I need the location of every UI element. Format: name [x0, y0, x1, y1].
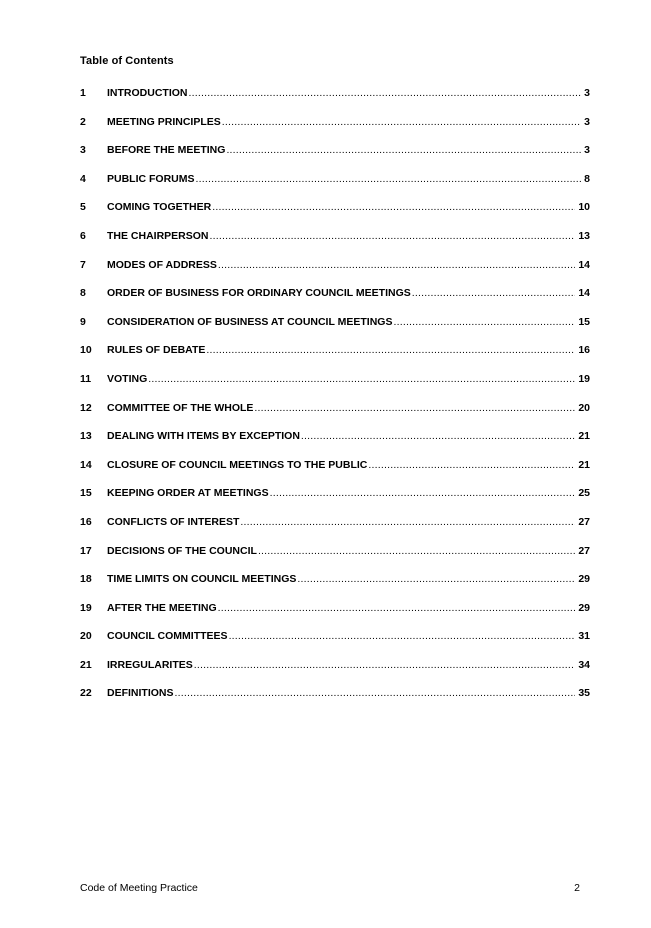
toc-entry[interactable]: [80, 515, 590, 544]
toc-dot-leader: [258, 544, 575, 558]
toc-entry-page[interactable]: 20: [578, 401, 590, 414]
toc-entry-number: 3: [80, 144, 86, 157]
toc-dot-leader: [218, 258, 575, 272]
toc-entry-label[interactable]: MODES OF ADDRESS: [107, 258, 217, 271]
toc-entry-page[interactable]: 15: [578, 315, 590, 328]
toc-entry-page[interactable]: 13: [578, 229, 590, 242]
toc-entry[interactable]: [80, 86, 590, 115]
toc-entry-page[interactable]: 29: [578, 601, 590, 614]
toc-entry-number: 16: [80, 515, 92, 528]
toc-entry-label[interactable]: MEETING PRINCIPLES: [107, 115, 221, 128]
toc-dot-leader: [393, 315, 575, 329]
toc-entry-label[interactable]: ORDER OF BUSINESS FOR ORDINARY COUNCIL MEETINGS: [107, 287, 411, 300]
toc-entry-number: 2: [80, 115, 86, 128]
toc-entry-page[interactable]: 35: [578, 687, 590, 700]
toc-entry-page[interactable]: 19: [578, 372, 590, 385]
toc-entry-page[interactable]: 31: [578, 630, 590, 643]
toc-entry[interactable]: [80, 343, 590, 372]
toc-entry[interactable]: [80, 286, 590, 315]
toc-entry-label[interactable]: COUNCIL COMMITTEES: [107, 630, 228, 643]
toc-entry-number: 21: [80, 658, 92, 671]
toc-dot-leader: [148, 372, 575, 386]
toc-dot-leader: [196, 172, 582, 186]
toc-entry-number: 18: [80, 573, 92, 586]
toc-dot-leader: [175, 686, 576, 700]
toc-entry[interactable]: [80, 401, 590, 430]
toc-entry-page[interactable]: 21: [578, 430, 590, 443]
toc-entry-page[interactable]: 14: [578, 258, 590, 271]
toc-entry-number: 8: [80, 287, 86, 300]
toc-entry[interactable]: [80, 172, 590, 201]
toc-entry-label[interactable]: INTRODUCTION: [107, 87, 188, 99]
toc-entry-page[interactable]: 27: [578, 515, 590, 528]
toc-entry-label[interactable]: RULES OF DEBATE: [107, 344, 206, 357]
toc-entry-number: 19: [80, 601, 92, 614]
toc-entry[interactable]: [80, 686, 590, 715]
toc-dot-leader: [222, 115, 581, 129]
toc-entry-page[interactable]: 3: [584, 115, 590, 128]
toc-entry-page[interactable]: 3: [584, 87, 590, 99]
toc-dot-leader: [210, 229, 576, 243]
toc-entry-page[interactable]: 16: [578, 344, 590, 357]
toc-entry-page[interactable]: 29: [578, 573, 590, 586]
toc-dot-leader: [412, 286, 576, 300]
toc-entry-number: 13: [80, 430, 92, 443]
toc-entry[interactable]: [80, 486, 590, 515]
toc-entry[interactable]: [80, 200, 590, 229]
toc-entry-number: 1: [80, 87, 86, 99]
toc-dot-leader: [240, 515, 575, 529]
toc-dot-leader: [194, 658, 576, 672]
toc-dot-leader: [297, 572, 575, 586]
toc-entry[interactable]: [80, 658, 590, 687]
toc-entry-label[interactable]: COMING TOGETHER: [107, 201, 212, 214]
toc-entry-label[interactable]: TIME LIMITS ON COUNCIL MEETINGS: [107, 573, 297, 586]
toc-dot-leader: [254, 401, 575, 415]
toc-entry-number: 9: [80, 315, 86, 328]
toc-entry-number: 20: [80, 630, 92, 643]
footer-document-title: Code of Meeting Practice: [80, 882, 198, 894]
toc-entry-page[interactable]: 27: [578, 544, 590, 557]
footer-page-number: 2: [574, 882, 580, 894]
toc-entry-page[interactable]: 25: [578, 487, 590, 500]
toc-entry-label[interactable]: THE CHAIRPERSON: [107, 229, 209, 242]
toc-entry-label[interactable]: BEFORE THE MEETING: [107, 144, 226, 157]
toc-dot-leader: [270, 486, 576, 500]
toc-dot-leader: [301, 429, 575, 443]
toc-entry-label[interactable]: COMMITTEE OF THE WHOLE: [107, 401, 254, 414]
toc-entry[interactable]: [80, 572, 590, 601]
toc-entry[interactable]: [80, 143, 590, 172]
toc-entry-number: 5: [80, 201, 86, 214]
toc-entry-label[interactable]: VOTING: [107, 372, 148, 385]
toc-entry-label[interactable]: DECISIONS OF THE COUNCIL: [107, 544, 257, 557]
toc-entry-page[interactable]: 34: [578, 658, 590, 671]
toc-entry-label[interactable]: CLOSURE OF COUNCIL MEETINGS TO THE PUBLIC: [107, 458, 368, 471]
toc-entry[interactable]: [80, 601, 590, 630]
toc-entry[interactable]: [80, 115, 590, 144]
toc-entry-number: 22: [80, 687, 92, 700]
toc-entry-label[interactable]: AFTER THE MEETING: [107, 601, 217, 614]
toc-entry-number: 14: [80, 458, 92, 471]
toc-entry-label[interactable]: CONSIDERATION OF BUSINESS AT COUNCIL MEETINGS: [107, 315, 393, 328]
toc-entry-page[interactable]: 3: [584, 144, 590, 157]
toc-entry-number: 17: [80, 544, 92, 557]
toc-entry[interactable]: [80, 229, 590, 258]
toc-entry-page[interactable]: 8: [584, 172, 590, 185]
toc-dot-leader: [206, 343, 575, 357]
toc-dot-leader: [368, 458, 575, 472]
toc-dot-leader: [226, 143, 581, 157]
toc-entry-number: 15: [80, 487, 92, 500]
toc-entry[interactable]: [80, 315, 590, 344]
toc-entry[interactable]: [80, 372, 590, 401]
toc-entry-page[interactable]: 21: [578, 458, 590, 471]
toc-entry[interactable]: [80, 458, 590, 487]
toc-entry-number: 7: [80, 258, 86, 271]
toc-entry-label[interactable]: CONFLICTS OF INTEREST: [107, 515, 240, 528]
toc-dot-leader: [189, 86, 582, 100]
toc-title: Table of Contents: [80, 55, 174, 67]
toc-dot-leader: [218, 601, 576, 615]
toc-dot-leader: [212, 200, 575, 214]
toc-entry-label[interactable]: KEEPING ORDER AT MEETINGS: [107, 487, 269, 500]
toc-entry-label[interactable]: PUBLIC FORUMS: [107, 172, 195, 185]
toc-entry[interactable]: [80, 258, 590, 287]
toc-entry[interactable]: [80, 544, 590, 573]
toc-dot-leader: [229, 629, 576, 643]
toc-entry-number: 12: [80, 401, 92, 414]
toc-entry-number: 11: [80, 372, 92, 385]
toc-entry-label[interactable]: DEFINITIONS: [107, 687, 174, 700]
toc-entry[interactable]: [80, 629, 590, 658]
toc-entry-number: 10: [80, 344, 92, 357]
toc-entry-label[interactable]: DEALING WITH ITEMS BY EXCEPTION: [107, 430, 300, 443]
toc-entry-number: 4: [80, 172, 86, 185]
toc-list: [80, 86, 590, 715]
toc-entry-page[interactable]: 14: [578, 287, 590, 300]
toc-entry[interactable]: [80, 429, 590, 458]
toc-entry-label[interactable]: IRREGULARITES: [107, 658, 193, 671]
toc-entry-number: 6: [80, 229, 86, 242]
toc-entry-page[interactable]: 10: [578, 201, 590, 214]
